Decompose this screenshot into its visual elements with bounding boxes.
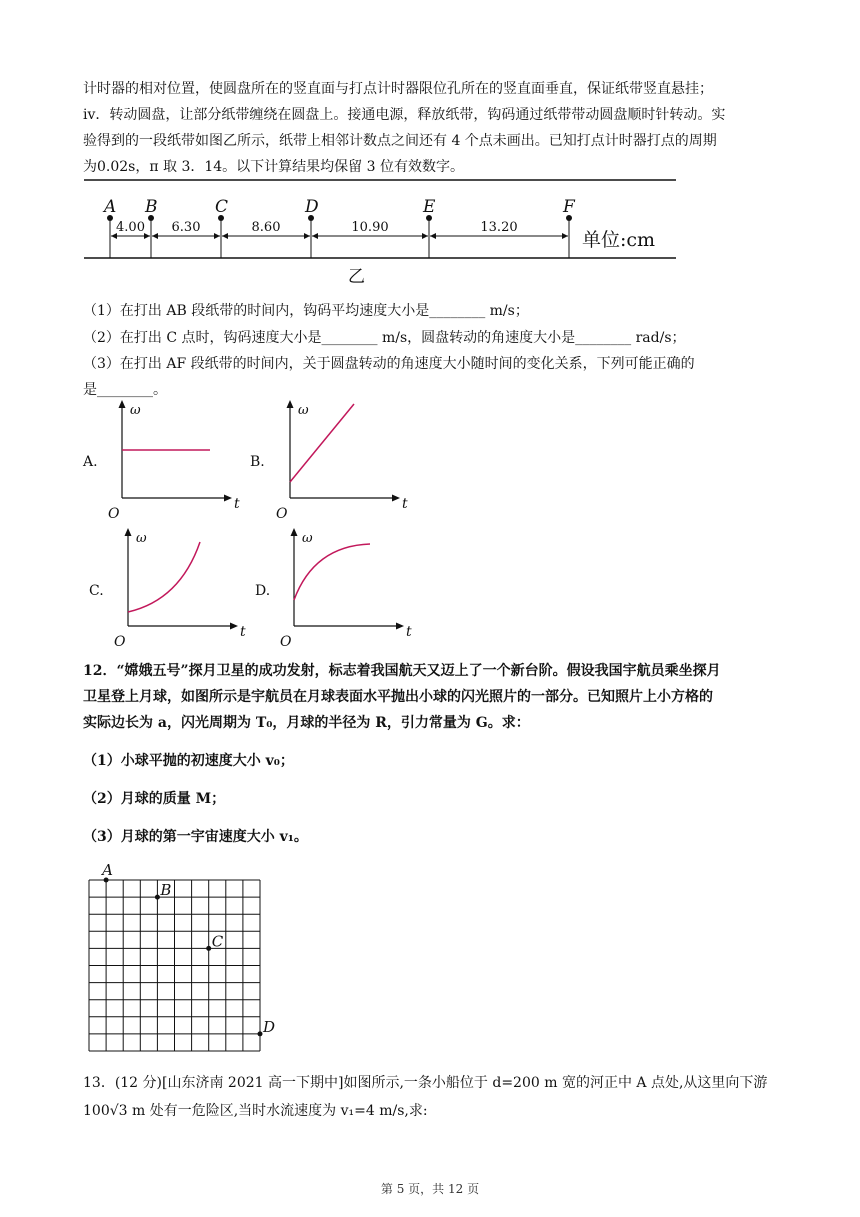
- y-axis-arrow-icon: [119, 400, 126, 408]
- x-axis-label: t: [240, 624, 246, 640]
- figure-caption: 乙: [348, 267, 365, 287]
- arrow-right-icon: [562, 233, 568, 239]
- tape-segment-length: 10.90: [351, 220, 389, 235]
- y-axis-arrow-icon: [287, 400, 294, 408]
- q13-line-1: 13．(12 分)[山东济南 2021 高一下期中]如图所示,一条小船位于 d=200 m 宽的河正中 A 点处,从这里向下游: [83, 1075, 768, 1091]
- arrow-left-icon: [430, 233, 436, 239]
- x-axis-label: t: [402, 496, 408, 512]
- tape-unit-label: 单位:cm: [582, 229, 656, 251]
- tape-point-label: A: [104, 197, 117, 217]
- origin-label: O: [276, 506, 288, 522]
- grid-point: [155, 895, 160, 900]
- x-axis-label: t: [234, 496, 240, 512]
- grid-point-label: C: [211, 932, 224, 951]
- intro-line-4: 为0.02s，π 取 3．14。以下计算结果均保留 3 位有效数字。: [83, 159, 464, 175]
- option-a-graph: [102, 398, 252, 524]
- q11-part-2: （2）在打出 C 点时，钩码速度大小是________ m/s，圆盘转动的角速度大小是________ rad/s；: [83, 330, 686, 346]
- grid-point: [258, 1031, 263, 1036]
- q12-sub-2: （2）月球的质量 M；: [83, 791, 226, 807]
- x-axis-arrow-icon: [230, 623, 238, 630]
- grid-point-label: B: [160, 881, 172, 900]
- tape-segment-length: 6.30: [171, 220, 201, 235]
- arrow-left-icon: [222, 233, 228, 239]
- option-c-graph: [108, 526, 258, 652]
- page-footer: 第 5 页，共 12 页: [380, 1182, 480, 1196]
- tape-point-label: E: [423, 197, 436, 217]
- option-a-label: A.: [83, 454, 98, 470]
- q13-line-2: 100√3 m 处有一危险区,当时水流速度为 v₁=4 m/s,求:: [83, 1103, 428, 1119]
- grid-point: [206, 946, 211, 951]
- tape-segment-length: 8.60: [251, 220, 281, 235]
- intro-line-1: 计时器的相对位置，使圆盘所在的竖直面与打点计时器限位孔所在的竖直面垂直，保证纸带竖直悬挂；: [83, 81, 713, 97]
- tape-point-label: D: [305, 197, 319, 217]
- y-axis-label: ω: [130, 403, 141, 418]
- tape-point-label: C: [215, 197, 229, 217]
- flash-photo-grid: [86, 858, 286, 1058]
- q12-line-1: 12．“嫦娥五号”探月卫星的成功发射，标志着我国航天又迈上了一个新台阶。假设我国宇航员乘坐探月: [83, 663, 721, 679]
- origin-label: O: [114, 634, 126, 650]
- q12-sub-1: （1）小球平抛的初速度大小 v₀；: [83, 753, 294, 769]
- q11-part-1: （1）在打出 AB 段纸带的时间内，钩码平均速度大小是________ m/s；: [83, 303, 529, 319]
- grid-point-label: A: [102, 861, 113, 879]
- option-b-label: B.: [250, 454, 265, 470]
- q12-line-2: 卫星登上月球，如图所示是宇航员在月球表面水平抛出小球的闪光照片的一部分。已知照片上小方格的: [83, 689, 713, 705]
- origin-label: O: [280, 634, 292, 650]
- paper-tape-figure: [80, 176, 680, 288]
- q11-part-3b: 是________。: [83, 382, 167, 398]
- tape-point-label: B: [145, 197, 158, 217]
- y-axis-label: ω: [298, 403, 309, 418]
- x-axis-label: t: [406, 624, 412, 640]
- option-c-label: C.: [89, 583, 104, 599]
- omega-t-curve: [294, 544, 370, 600]
- tape-segment-length: 4.00: [116, 220, 145, 235]
- option-d-label: D.: [255, 583, 271, 599]
- arrow-left-icon: [152, 233, 158, 239]
- tape-segment-length: 13.20: [480, 220, 518, 235]
- tape-point-label: F: [563, 197, 575, 217]
- arrow-right-icon: [214, 233, 220, 239]
- grid-point-label: D: [263, 1017, 276, 1036]
- origin-label: O: [108, 506, 120, 522]
- intro-line-2: iv．转动圆盘，让部分纸带缠绕在圆盘上。接通电源，释放纸带，钩码通过纸带带动圆盘顺时针转动。实: [83, 107, 726, 123]
- x-axis-arrow-icon: [392, 495, 400, 502]
- y-axis-label: ω: [302, 531, 313, 546]
- q11-part-3a: （3）在打出 AF 段纸带的时间内，关于圆盘转动的角速度大小随时间的变化关系，下列可能正确的: [83, 356, 695, 372]
- y-axis-arrow-icon: [125, 528, 132, 536]
- arrow-right-icon: [422, 233, 428, 239]
- q12-sub-3: （3）月球的第一宇宙速度大小 v₁。: [83, 829, 308, 845]
- arrow-left-icon: [312, 233, 318, 239]
- x-axis-arrow-icon: [396, 623, 404, 630]
- option-b-graph: [270, 398, 420, 524]
- omega-t-curve: [128, 542, 200, 612]
- intro-line-3: 验得到的一段纸带如图乙所示，纸带上相邻计数点之间还有 4 个点未画出。已知打点计时器打点的周期: [83, 133, 717, 149]
- arrow-right-icon: [304, 233, 310, 239]
- q12-line-3: 实际边长为 a，闪光周期为 T₀，月球的半径为 R，引力常量为 G。求：: [83, 715, 530, 731]
- x-axis-arrow-icon: [224, 495, 232, 502]
- y-axis-arrow-icon: [291, 528, 298, 536]
- option-d-graph: [274, 526, 424, 652]
- y-axis-label: ω: [136, 531, 147, 546]
